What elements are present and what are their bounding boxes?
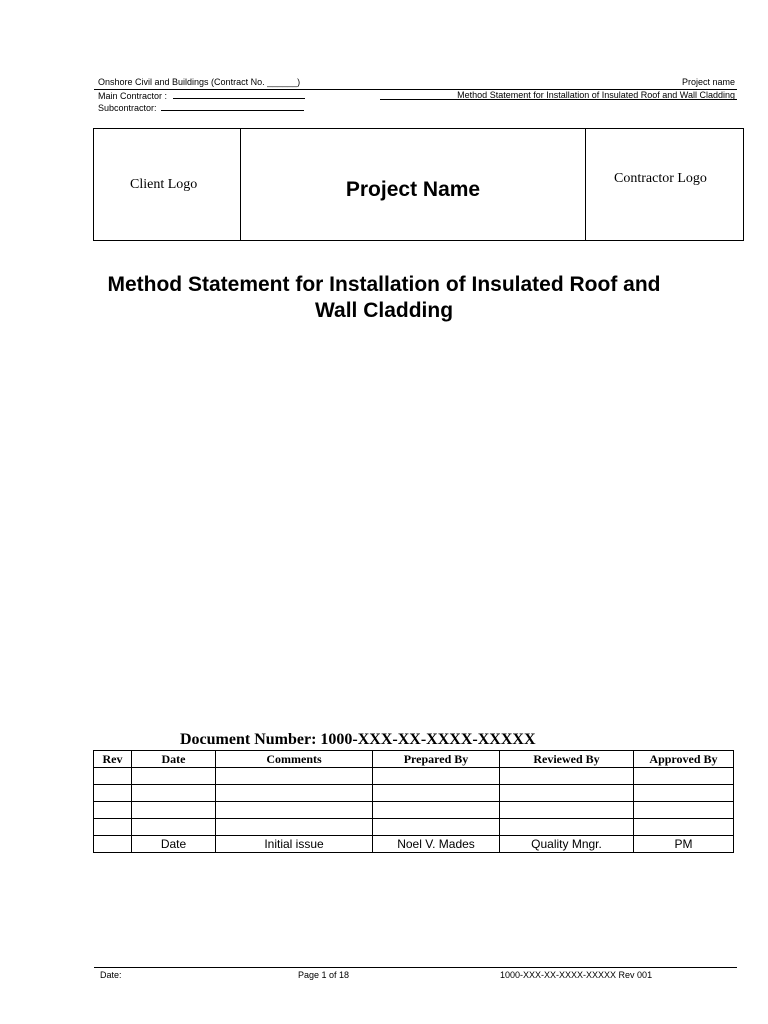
- header-line-1: [94, 77, 737, 90]
- subcontractor-label: Subcontractor:: [98, 103, 157, 113]
- logo-table: [93, 128, 744, 241]
- revision-table: [93, 750, 734, 853]
- contractor-logo-placeholder: Contractor Logo: [614, 171, 707, 186]
- col-approved-by: Approved By: [634, 751, 734, 768]
- header-line-3: [94, 102, 737, 113]
- project-name-header: Project name: [681, 77, 735, 87]
- cell-approved-by: [634, 819, 734, 836]
- cell-reviewed-by: Quality Mngr.: [500, 836, 634, 853]
- cell-date: [132, 802, 216, 819]
- cell-comments: [216, 802, 373, 819]
- cell-prepared-by: [373, 802, 500, 819]
- cell-approved-by: [634, 768, 734, 785]
- cell-rev: [94, 802, 132, 819]
- subcontractor-blank: [161, 102, 304, 111]
- col-comments: Comments: [216, 751, 373, 768]
- table-row: [94, 836, 734, 853]
- table-row: [94, 768, 734, 785]
- col-rev: Rev: [94, 751, 132, 768]
- cell-prepared-by: [373, 785, 500, 802]
- document-title: Method Statement for Installation of Insulated Roof and Wall Cladding: [107, 273, 661, 322]
- cell-rev: [94, 819, 132, 836]
- project-name-cell: [241, 129, 586, 240]
- col-date: Date: [132, 751, 216, 768]
- cell-approved-by: [634, 802, 734, 819]
- cell-date: Date: [132, 836, 216, 853]
- table-row: [94, 785, 734, 802]
- header-line-2: [94, 90, 737, 101]
- cell-comments: [216, 819, 373, 836]
- footer-date-label: Date:: [100, 970, 122, 980]
- cell-date: [132, 819, 216, 836]
- cell-approved-by: [634, 785, 734, 802]
- main-contractor-label: Main Contractor :: [98, 91, 168, 101]
- cell-prepared-by: [373, 768, 500, 785]
- col-reviewed-by: Reviewed By: [500, 751, 634, 768]
- cell-rev: [94, 836, 132, 853]
- cell-date: [132, 785, 216, 802]
- client-logo-placeholder: Client Logo: [130, 177, 198, 192]
- contractor-logo-cell: [586, 129, 743, 240]
- cell-rev: [94, 785, 132, 802]
- cell-comments: Initial issue: [216, 836, 373, 853]
- cell-reviewed-by: [500, 785, 634, 802]
- document-number: Document Number: 1000-XXX-XX-XXXX-XXXXX: [180, 731, 536, 748]
- client-logo-cell: [94, 129, 241, 240]
- cell-prepared-by: Noel V. Mades: [373, 836, 500, 853]
- cell-reviewed-by: [500, 802, 634, 819]
- cell-date: [132, 768, 216, 785]
- cell-prepared-by: [373, 819, 500, 836]
- project-name: Project Name: [345, 178, 481, 201]
- contract-label: Onshore Civil and Buildings (Contract No. ______): [98, 77, 301, 87]
- revision-header-row: [94, 751, 734, 768]
- cell-comments: [216, 768, 373, 785]
- cell-approved-by: PM: [634, 836, 734, 853]
- table-row: [94, 802, 734, 819]
- table-row: [94, 819, 734, 836]
- cell-comments: [216, 785, 373, 802]
- method-statement-header: Method Statement for Installation of Insulated Roof and Wall Cladding: [457, 90, 735, 100]
- subcontractor-field: [98, 102, 304, 114]
- cell-reviewed-by: [500, 768, 634, 785]
- main-contractor-field: [98, 90, 305, 102]
- col-prepared-by: Prepared By: [373, 751, 500, 768]
- main-contractor-blank: [173, 90, 305, 99]
- footer-document-ref: 1000-XXX-XX-XXXX-XXXXX Rev 001: [500, 970, 653, 980]
- cell-rev: [94, 768, 132, 785]
- page-footer: [94, 967, 737, 982]
- cell-reviewed-by: [500, 819, 634, 836]
- footer-page-number: Page 1 of 18: [298, 970, 350, 980]
